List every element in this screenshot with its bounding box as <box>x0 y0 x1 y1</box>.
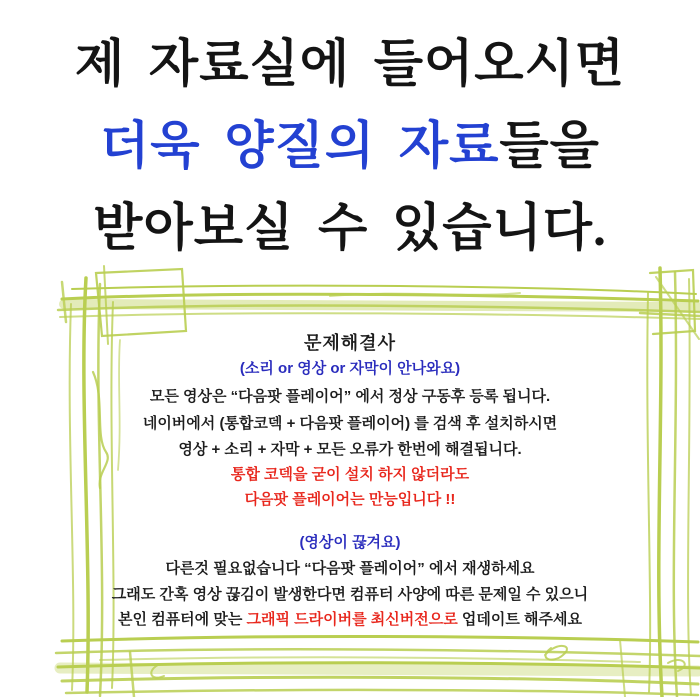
section1-warning-line2: 다음팟 플레이어는 만능입니다 !! <box>244 491 456 508</box>
section2-line3 <box>0 608 700 629</box>
section2-line3-black1: 본인 컴퓨터에 맞는 <box>118 611 247 628</box>
section1-line2: 네이버에서 (통합코덱 + 다음팟 플레이어) 를 검색 후 설치하시면 <box>142 415 558 432</box>
headline-line2 <box>0 104 700 178</box>
headline-line2-highlight: 더욱 양질의 자료 <box>100 119 500 175</box>
headline-line1: 제 자료실에 들어오시면 <box>74 37 626 93</box>
box-title: 문제해결사 <box>304 333 396 353</box>
headline-line2-rest: 들을 <box>499 119 600 175</box>
section1-line3: 영상 + 소리 + 자막 + 모든 오류가 한번에 해결됩니다. <box>178 441 522 458</box>
section2-line3-black2: 업데이트 해주세요 <box>457 611 582 628</box>
section1-subtitle: (소리 or 영상 or 자막이 안나와요) <box>239 360 461 377</box>
section2-subtitle: (영상이 끊겨요) <box>299 534 401 551</box>
section2-line1: 다른것 필요없습니다 “다음팟 플레이어” 에서 재생하세요 <box>165 560 535 577</box>
section1-line1: 모든 영상은 “다음팟 플레이어” 에서 정상 구동후 등록 됩니다. <box>149 388 551 405</box>
section2-line2: 그래도 간혹 영상 끊김이 발생한다면 컴퓨터 사양에 따른 문제일 수 있으니 <box>111 586 589 603</box>
section1-warning-line1: 통합 코덱을 굳이 설치 하지 않더라도 <box>230 466 470 483</box>
section2-line3-highlight: 그래픽 드라이버를 최신버전으로 <box>246 611 458 628</box>
headline-line3: 받아보실 수 있습니다. <box>93 201 607 257</box>
